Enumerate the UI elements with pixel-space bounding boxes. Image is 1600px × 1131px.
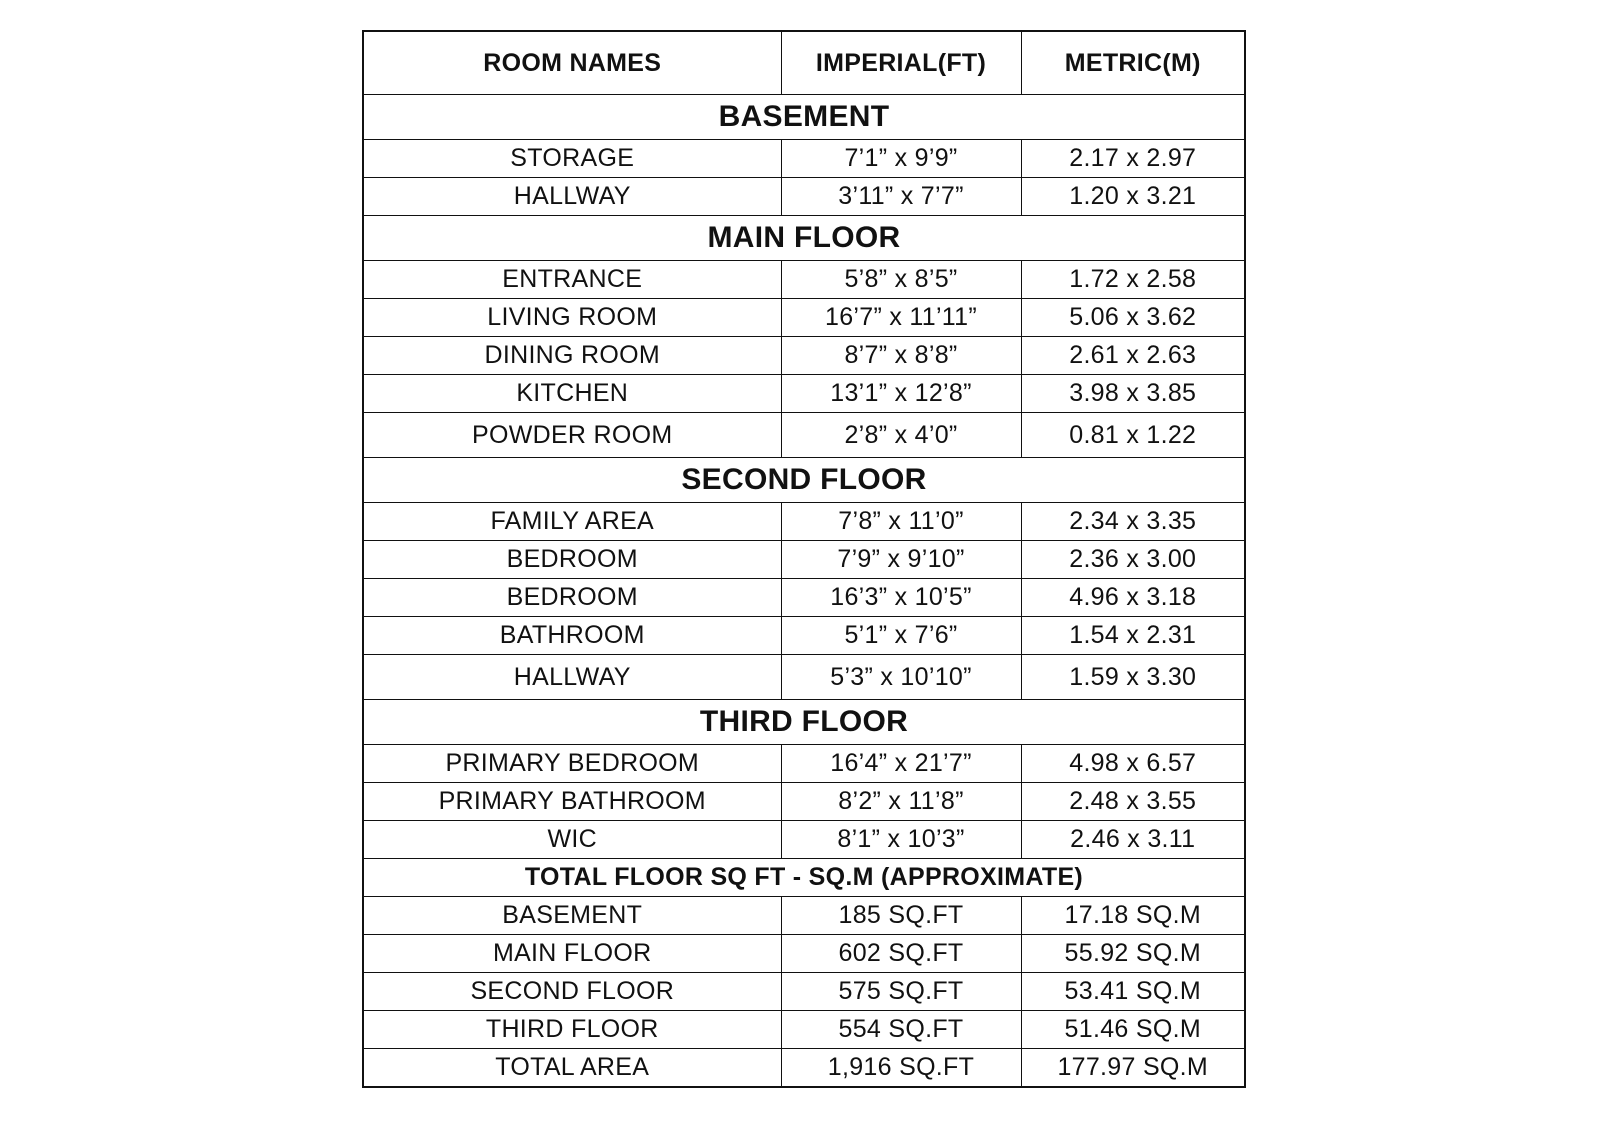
room-metric: 2.46 x 3.11 (1021, 821, 1245, 859)
total-name: THIRD FLOOR (363, 1011, 781, 1049)
total-row (363, 935, 1245, 973)
header-room-names: ROOM NAMES (363, 31, 781, 95)
total-name: SECOND FLOOR (363, 973, 781, 1011)
room-imperial: 13’1” x 12’8” (781, 375, 1021, 413)
room-imperial: 8’2” x 11’8” (781, 783, 1021, 821)
room-metric: 0.81 x 1.22 (1021, 413, 1245, 458)
section-row-main-floor (363, 216, 1245, 261)
room-metric: 1.20 x 3.21 (1021, 178, 1245, 216)
total-metric: 53.41 SQ.M (1021, 973, 1245, 1011)
table-row (363, 261, 1245, 299)
total-name: TOTAL AREA (363, 1049, 781, 1088)
section-title: BASEMENT (363, 95, 1245, 140)
total-name: MAIN FLOOR (363, 935, 781, 973)
total-metric: 17.18 SQ.M (1021, 897, 1245, 935)
room-metric: 1.59 x 3.30 (1021, 655, 1245, 700)
total-metric: 51.46 SQ.M (1021, 1011, 1245, 1049)
table-row (363, 413, 1245, 458)
room-imperial: 7’1” x 9’9” (781, 140, 1021, 178)
room-metric: 2.34 x 3.35 (1021, 503, 1245, 541)
room-metric: 4.96 x 3.18 (1021, 579, 1245, 617)
room-metric: 2.17 x 2.97 (1021, 140, 1245, 178)
header-row (363, 31, 1245, 95)
room-metric: 2.48 x 3.55 (1021, 783, 1245, 821)
table-row (363, 783, 1245, 821)
room-dimensions-table (362, 30, 1246, 1088)
room-imperial: 8’7” x 8’8” (781, 337, 1021, 375)
total-metric: 177.97 SQ.M (1021, 1049, 1245, 1088)
table-row (363, 299, 1245, 337)
room-imperial: 8’1” x 10’3” (781, 821, 1021, 859)
totals-title-row (363, 859, 1245, 897)
section-title: MAIN FLOOR (363, 216, 1245, 261)
table-row (363, 337, 1245, 375)
table-row (363, 503, 1245, 541)
room-metric: 1.54 x 2.31 (1021, 617, 1245, 655)
room-name: ENTRANCE (363, 261, 781, 299)
total-imperial: 554 SQ.FT (781, 1011, 1021, 1049)
table-row (363, 617, 1245, 655)
room-imperial: 3’11” x 7’7” (781, 178, 1021, 216)
table-row (363, 655, 1245, 700)
room-metric: 2.36 x 3.00 (1021, 541, 1245, 579)
room-name: DINING ROOM (363, 337, 781, 375)
room-metric: 1.72 x 2.58 (1021, 261, 1245, 299)
table-row (363, 821, 1245, 859)
room-name: STORAGE (363, 140, 781, 178)
section-row-second-floor (363, 458, 1245, 503)
room-name: WIC (363, 821, 781, 859)
section-row-third-floor (363, 700, 1245, 745)
total-row (363, 897, 1245, 935)
total-imperial: 575 SQ.FT (781, 973, 1021, 1011)
room-imperial: 2’8” x 4’0” (781, 413, 1021, 458)
section-title: SECOND FLOOR (363, 458, 1245, 503)
header-imperial: IMPERIAL(FT) (781, 31, 1021, 95)
table-row (363, 745, 1245, 783)
room-name: PRIMARY BEDROOM (363, 745, 781, 783)
totals-title: TOTAL FLOOR SQ FT - SQ.M (APPROXIMATE) (363, 859, 1245, 897)
table-row (363, 541, 1245, 579)
room-imperial: 16’3” x 10’5” (781, 579, 1021, 617)
room-imperial: 5’3” x 10’10” (781, 655, 1021, 700)
total-imperial: 185 SQ.FT (781, 897, 1021, 935)
room-imperial: 7’9” x 9’10” (781, 541, 1021, 579)
room-name: PRIMARY BATHROOM (363, 783, 781, 821)
room-name: KITCHEN (363, 375, 781, 413)
total-imperial: 602 SQ.FT (781, 935, 1021, 973)
total-row (363, 973, 1245, 1011)
room-metric: 4.98 x 6.57 (1021, 745, 1245, 783)
table-row (363, 140, 1245, 178)
table-row (363, 178, 1245, 216)
room-name: POWDER ROOM (363, 413, 781, 458)
header-metric: METRIC(M) (1021, 31, 1245, 95)
room-name: BATHROOM (363, 617, 781, 655)
room-metric: 2.61 x 2.63 (1021, 337, 1245, 375)
table-row (363, 375, 1245, 413)
room-metric: 5.06 x 3.62 (1021, 299, 1245, 337)
room-name: FAMILY AREA (363, 503, 781, 541)
total-name: BASEMENT (363, 897, 781, 935)
room-imperial: 16’7” x 11’11” (781, 299, 1021, 337)
total-imperial: 1,916 SQ.FT (781, 1049, 1021, 1088)
room-imperial: 5’8” x 8’5” (781, 261, 1021, 299)
room-imperial: 7’8” x 11’0” (781, 503, 1021, 541)
room-name: LIVING ROOM (363, 299, 781, 337)
total-row (363, 1049, 1245, 1088)
section-title: THIRD FLOOR (363, 700, 1245, 745)
room-name: HALLWAY (363, 655, 781, 700)
room-metric: 3.98 x 3.85 (1021, 375, 1245, 413)
room-imperial: 16’4” x 21’7” (781, 745, 1021, 783)
total-row (363, 1011, 1245, 1049)
table-row (363, 579, 1245, 617)
room-name: BEDROOM (363, 541, 781, 579)
section-row-basement (363, 95, 1245, 140)
room-name: BEDROOM (363, 579, 781, 617)
total-metric: 55.92 SQ.M (1021, 935, 1245, 973)
room-imperial: 5’1” x 7’6” (781, 617, 1021, 655)
room-name: HALLWAY (363, 178, 781, 216)
